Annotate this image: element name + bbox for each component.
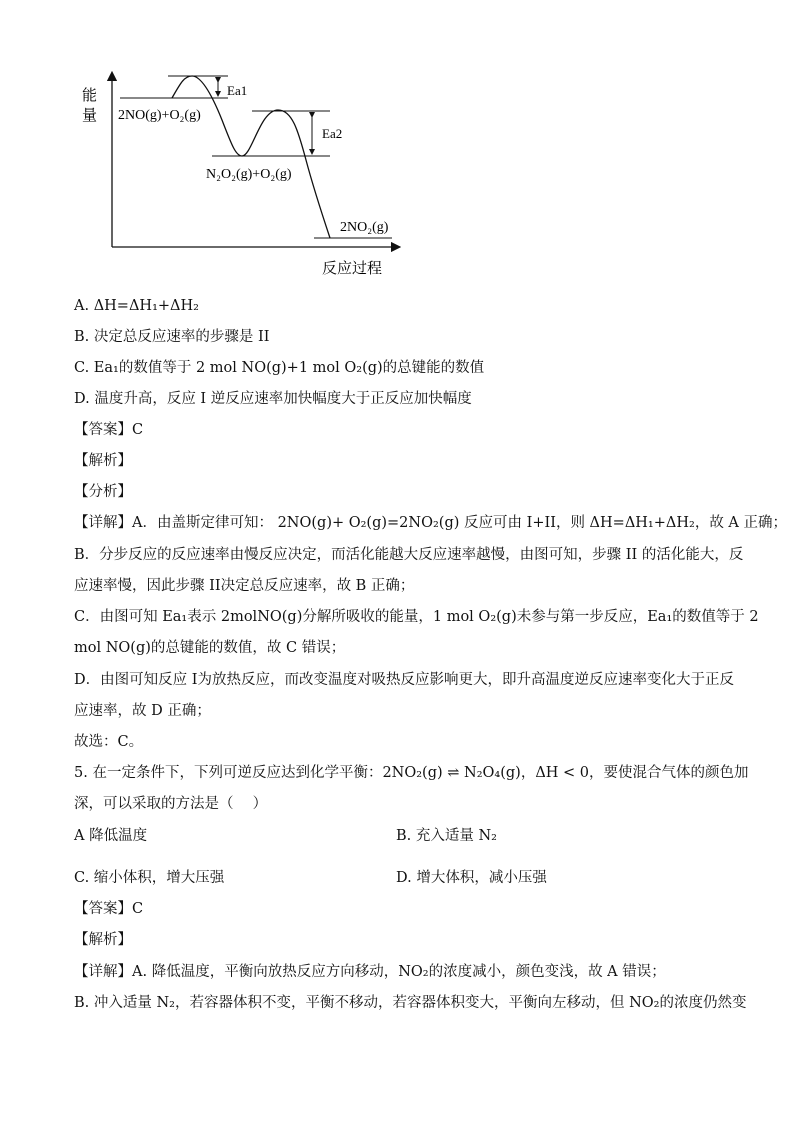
- q4-analysis-label: 【解析】: [74, 453, 132, 469]
- q4-detail-3a: C．由图可知 Ea₁表示 2molNO(g)分解所吸收的能量，1 mol O₂(g)未参与第一步反应，Ea₁的数值等于 2: [74, 609, 759, 625]
- q4-detail-2b: 应速率慢，因此步骤 II决定总反应速率，故 B 正确；: [74, 578, 415, 594]
- q4-answer: 【答案】C: [74, 422, 144, 438]
- level-label-2: N₂O₂(g)+O₂(g): [206, 167, 292, 182]
- q5-option-b: B. 充入适量 N₂: [396, 828, 497, 844]
- energy-diagram: [0, 0, 794, 290]
- energy-curve: [172, 76, 330, 238]
- q4-conclusion: 故选：C。: [74, 734, 144, 750]
- q4-detail-2a: B．分步反应的反应速率由慢反应决定，而活化能越大反应速率越慢，由图可知，步骤 II 的活化能大，反: [74, 547, 744, 563]
- q5-detail-1: 【详解】A. 降低温度，平衡向放热反应方向移动，NO₂的浓度减小，颜色变浅，故 A 错误；: [74, 964, 666, 980]
- y-axis-label-2: 量: [82, 108, 98, 124]
- q5-option-d: D. 增大体积，减小压强: [396, 870, 547, 886]
- ea2-label: Ea2: [322, 126, 343, 141]
- q4-option-d: D. 温度升高，反应 I 逆反应速率加快幅度大于正反应加快幅度: [74, 391, 472, 407]
- ea1-label: Ea1: [227, 83, 248, 98]
- x-axis-label: 反应过程: [322, 261, 383, 277]
- q5-analysis-label: 【解析】: [74, 932, 132, 948]
- q4-fenxi-label: 【分析】: [74, 484, 132, 500]
- q5-option-a: A 降低温度: [74, 828, 148, 844]
- q5-stem-2: 深，可以采取的方法是（ ）: [74, 796, 268, 812]
- q4-option-b: B. 决定总反应速率的步骤是 II: [74, 329, 270, 345]
- q4-detail-1: 【详解】A．由盖斯定律可知： 2NO(g)+ O₂(g)=2NO₂(g) 反应可由 I+II，则 ΔH=ΔH₁+ΔH₂，故 A 正确；: [74, 515, 788, 531]
- q4-detail-4a: D．由图可知反应 I为放热反应，而改变温度对吸热反应影响更大，即升高温度逆反应速率变化大于正反: [74, 672, 734, 688]
- q4-detail-4b: 应速率，故 D 正确；: [74, 703, 211, 719]
- q4-detail-3b: mol NO(g)的总键能的数值，故 C 错误；: [74, 640, 346, 656]
- q4-option-c: C. Ea₁的数值等于 2 mol NO(g)+1 mol O₂(g)的总键能的数值: [74, 360, 485, 376]
- q4-option-a: A. ΔH=ΔH₁+ΔH₂: [74, 298, 199, 314]
- level-label-1: 2NO(g)+O₂(g): [118, 108, 201, 123]
- q5-option-c: C. 缩小体积，增大压强: [74, 870, 225, 886]
- q5-answer: 【答案】C: [74, 901, 144, 917]
- q5-detail-2: B. 冲入适量 N₂，若容器体积不变，平衡不移动，若容器体积变大，平衡向左移动，但 NO₂的浓度仍然变: [74, 995, 747, 1011]
- y-axis-label-1: 能: [82, 88, 98, 104]
- level-label-3: 2NO₂(g): [340, 220, 389, 235]
- q5-stem-1: 5. 在一定条件下，下列可逆反应达到化学平衡：2NO₂(g) ⇌ N₂O₄(g)，ΔH < 0，要使混合气体的颜色加: [74, 765, 749, 781]
